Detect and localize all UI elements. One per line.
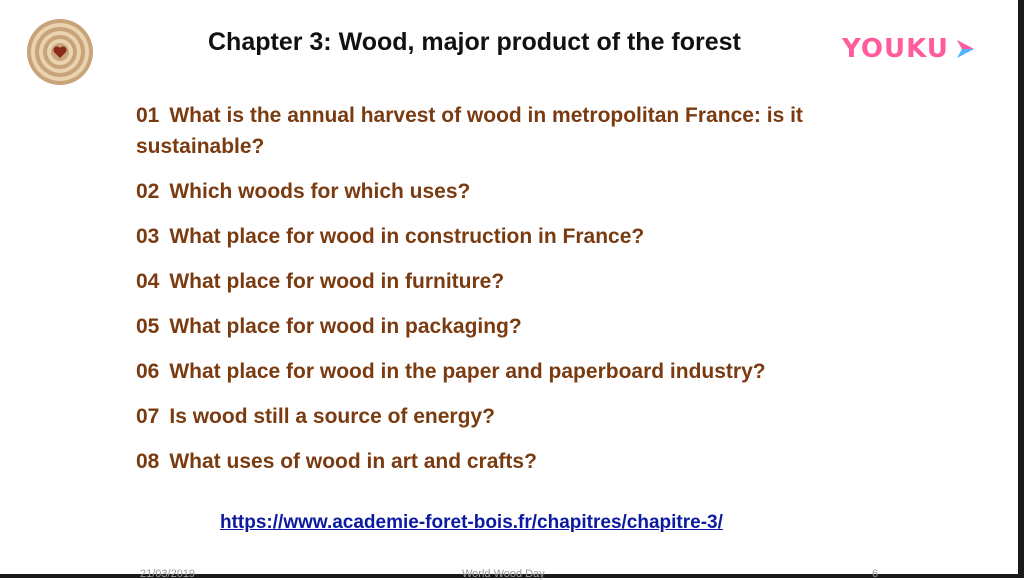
item-number: 07 bbox=[136, 405, 160, 428]
item-number: 06 bbox=[136, 360, 160, 383]
item-text: What place for wood in furniture? bbox=[169, 270, 505, 293]
item-text: What place for wood in packaging? bbox=[169, 315, 522, 338]
list-item bbox=[136, 176, 916, 207]
youku-watermark bbox=[842, 32, 979, 66]
list-item bbox=[136, 100, 916, 162]
item-number: 08 bbox=[136, 450, 160, 473]
item-text: Which woods for which uses? bbox=[169, 180, 471, 203]
list-item bbox=[136, 221, 916, 252]
item-number: 02 bbox=[136, 180, 160, 203]
tree-rings-heart-icon bbox=[26, 18, 94, 86]
list-item bbox=[136, 311, 916, 342]
chapter-url-link[interactable]: https://www.academie-foret-bois.fr/chapitres/chapitre-3/ bbox=[220, 512, 723, 533]
item-text: What place for wood in the paper and paperboard industry? bbox=[169, 360, 766, 383]
chapter-question-list bbox=[136, 100, 916, 491]
list-item bbox=[136, 356, 916, 387]
footer-page-number: 6 bbox=[872, 568, 879, 580]
item-text: What is the annual harvest of wood in metropolitan France: is it sustainable? bbox=[136, 104, 803, 158]
footer-date: 21/03/2019 bbox=[140, 568, 196, 580]
item-text: What uses of wood in art and crafts? bbox=[169, 450, 537, 473]
item-text: Is wood still a source of energy? bbox=[169, 405, 495, 428]
item-number: 01 bbox=[136, 104, 160, 127]
slide-title: Chapter 3: Wood, major product of the forest bbox=[208, 28, 741, 56]
item-number: 05 bbox=[136, 315, 160, 338]
item-number: 04 bbox=[136, 270, 160, 293]
item-number: 03 bbox=[136, 225, 160, 248]
list-item bbox=[136, 266, 916, 297]
list-item bbox=[136, 401, 916, 432]
play-arrow-icon bbox=[951, 35, 979, 63]
footer-event-name: World Wood Day bbox=[462, 568, 545, 580]
right-edge-border bbox=[1018, 0, 1024, 578]
list-item bbox=[136, 446, 916, 477]
item-text: What place for wood in construction in France? bbox=[169, 225, 645, 248]
watermark-text: YOUKU bbox=[842, 34, 949, 64]
